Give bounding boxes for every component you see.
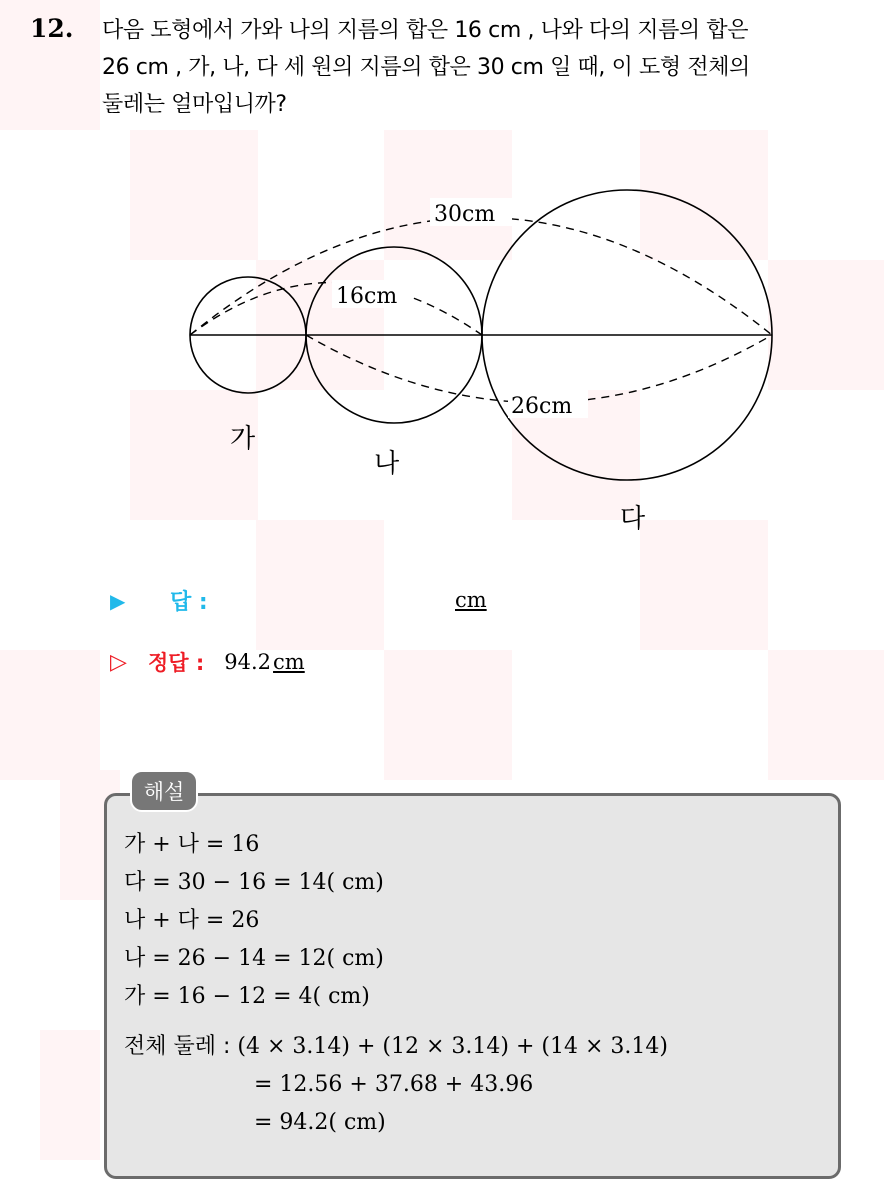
solution-steps bbox=[124, 826, 384, 1016]
answer-row bbox=[110, 585, 208, 616]
circles-figure bbox=[0, 0, 884, 560]
label-da: 다 bbox=[620, 504, 646, 534]
total-label: 전체 둘레 : bbox=[124, 1034, 231, 1059]
outline-arrow-icon: ▷ bbox=[110, 649, 127, 675]
watermark-block bbox=[0, 650, 100, 780]
solution-line: 나 + 다 = 26 bbox=[124, 908, 260, 933]
play-arrow-icon: ▶ bbox=[110, 588, 126, 613]
correct-label: 정답 : bbox=[148, 651, 205, 675]
solution-tab: 해설 bbox=[130, 770, 198, 812]
correct-unit: cm bbox=[273, 650, 305, 674]
watermark-block bbox=[40, 1030, 100, 1160]
label-na: 나 bbox=[374, 449, 400, 479]
question-line: 다음 도형에서 가와 나의 지름의 합은 16 cm , 나와 다의 지름의 합은 bbox=[102, 18, 749, 43]
label-ga: 가 bbox=[230, 424, 256, 454]
label-26cm: 26cm bbox=[511, 394, 573, 419]
solution-line: 나 = 26 − 14 = 12( cm) bbox=[124, 946, 384, 971]
question-line: 둘레는 얼마입니까? bbox=[102, 92, 287, 117]
correct-value: 94.2 bbox=[224, 650, 272, 674]
answer-label: 답 : bbox=[170, 590, 208, 615]
solution-line: 가 = 16 − 12 = 4( cm) bbox=[124, 984, 370, 1009]
correct-answer-row bbox=[110, 647, 305, 677]
total-expression: (4 × 3.14) + (12 × 3.14) + (14 × 3.14) bbox=[237, 1034, 668, 1059]
solution-line: 다 = 30 − 16 = 14( cm) bbox=[124, 870, 384, 895]
question-line: 26 cm , 가, 나, 다 세 원의 지름의 합은 30 cm 일 때, 이 도형 전체의 bbox=[102, 55, 750, 80]
watermark-block bbox=[384, 650, 512, 780]
label-16cm: 16cm bbox=[336, 284, 398, 309]
answer-unit: cm bbox=[455, 588, 487, 612]
solution-total bbox=[124, 1028, 668, 1142]
total-row: = 94.2( cm) bbox=[254, 1110, 386, 1135]
total-row: = 12.56 + 37.68 + 43.96 bbox=[254, 1072, 534, 1097]
question-number: 12. bbox=[30, 14, 74, 43]
solution-line: 가 + 나 = 16 bbox=[124, 832, 260, 857]
label-30cm: 30cm bbox=[434, 202, 496, 227]
watermark-block bbox=[768, 650, 884, 780]
total-row bbox=[124, 1028, 668, 1066]
